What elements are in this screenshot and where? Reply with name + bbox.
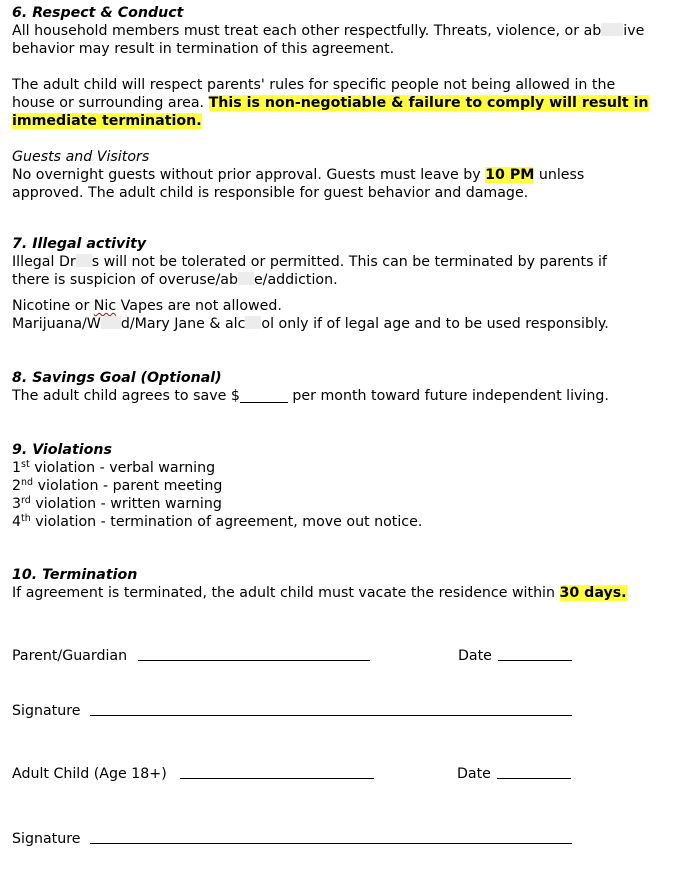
section-7-heading: 7. Illegal activity xyxy=(12,236,147,252)
highlight-30-days: 30 days. xyxy=(559,585,627,601)
adult-child-line[interactable] xyxy=(180,765,374,779)
section-7-paragraph-2: Nicotine or Nic Vapes are not allowed. Marijuana/W d/Mary Jane & alc ol only if of legal age and to be used responsibly. xyxy=(12,298,609,332)
section-10-heading: 10. Termination xyxy=(12,567,138,583)
redaction-mark xyxy=(101,316,121,329)
date-line-2[interactable] xyxy=(497,765,571,779)
section-10-paragraph: If agreement is terminated, the adult child must vacate the residence within 30 days. xyxy=(12,585,627,601)
highlight-10pm: 10 PM xyxy=(485,167,535,183)
violation-item: 2nd violation - parent meeting xyxy=(12,477,223,494)
section-8-heading: 8. Savings Goal (Optional) xyxy=(12,370,222,386)
signature-label-1: Signature xyxy=(12,703,81,719)
signature-label-2: Signature xyxy=(12,831,81,847)
section-8-paragraph: The adult child agrees to save $ per month toward future independent living. xyxy=(12,388,609,404)
redaction-mark xyxy=(76,254,92,267)
highlight-immediate-termination: immediate termination. xyxy=(12,113,202,129)
child-signature-row xyxy=(12,830,674,850)
date-label-1: Date xyxy=(458,648,492,664)
section-illegal-activity xyxy=(12,235,674,333)
violation-item: 4th violation - termination of agreement, move out notice. xyxy=(12,513,423,530)
savings-amount-blank[interactable] xyxy=(240,389,288,403)
spellcheck-word: Nic xyxy=(93,298,117,314)
adult-child-label: Adult Child (Age 18+) xyxy=(12,766,167,782)
section-9-heading: 9. Violations xyxy=(12,442,112,458)
adult-child-row xyxy=(12,765,674,785)
section-termination xyxy=(12,566,674,602)
section-savings-goal xyxy=(12,369,674,405)
date-line-1[interactable] xyxy=(498,647,572,661)
redaction-mark xyxy=(601,23,623,36)
section-respect-conduct xyxy=(12,4,674,202)
redaction-mark xyxy=(238,272,254,285)
date-label-2: Date xyxy=(457,766,491,782)
section-6-heading: 6. Respect & Conduct xyxy=(12,5,184,21)
guests-paragraph: No overnight guests without prior approval. Guests must leave by 10 PM unless approved. The adult child is responsible for guest behavior and damage. xyxy=(12,167,585,201)
violation-item: 1st violation - verbal warning xyxy=(12,459,216,476)
parent-guardian-label: Parent/Guardian xyxy=(12,648,128,664)
guests-heading: Guests and Visitors xyxy=(12,149,150,165)
section-7-paragraph-1: Illegal Dr s will not be tolerated or permitted. This can be terminated by parents if there is suspicion of overuse/ab e/addiction. xyxy=(12,254,607,288)
section-6-paragraph-1: All household members must treat each other respectfully. Threats, violence, or ab ive behavior may result in termination of this agreement. xyxy=(12,23,645,57)
parent-guardian-row xyxy=(12,647,674,667)
child-signature-line[interactable] xyxy=(90,830,572,844)
section-violations xyxy=(12,441,674,531)
highlight-non-negotiable: This is non-negotiable & failure to comply will result in xyxy=(208,95,649,111)
parent-guardian-line[interactable] xyxy=(138,647,370,661)
redaction-mark xyxy=(245,316,261,329)
violation-item: 3rd violation - written warning xyxy=(12,495,222,512)
parent-signature-line[interactable] xyxy=(90,702,572,716)
parent-signature-row xyxy=(12,702,674,722)
section-6-paragraph-2: The adult child will respect parents' rules for specific people not being allowed in the house or surrounding area. This is non-negotiable & failure to comply will result in immediate termination. xyxy=(12,77,649,129)
